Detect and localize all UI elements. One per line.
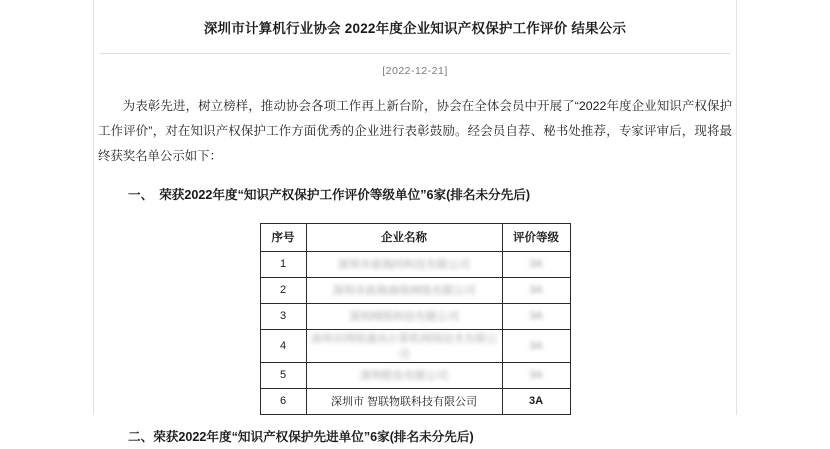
results-table-wrapper	[94, 223, 736, 415]
column-header-company: 企业名称	[306, 223, 502, 251]
cell-company	[306, 251, 502, 277]
table-row	[260, 362, 570, 388]
column-header-grade: 评价等级	[502, 223, 570, 251]
cell-no: 5	[260, 362, 306, 388]
cell-grade	[502, 329, 570, 362]
cell-no: 6	[260, 388, 306, 414]
cell-company	[306, 362, 502, 388]
section-heading-one	[94, 183, 736, 207]
grade-blurred: 3A	[529, 258, 543, 271]
results-table	[260, 223, 571, 415]
table-row	[260, 303, 570, 329]
cell-company	[306, 329, 502, 362]
cell-no: 3	[260, 303, 306, 329]
cell-no: 1	[260, 251, 306, 277]
table-row	[260, 329, 570, 362]
company-name-blurred: 深圳网络科技有限公司	[349, 311, 459, 324]
title-divider	[100, 53, 730, 54]
column-header-no: 序号	[260, 223, 306, 251]
table-header-row	[260, 223, 570, 251]
cell-no: 4	[260, 329, 306, 362]
cell-company: 深圳市 智联物联科技有限公司	[306, 388, 502, 414]
section-two-text: 荣获2022年度“知识产权保护先进单位”6家(排名未分先后)	[153, 429, 474, 444]
section-two-number: 二、	[128, 429, 154, 444]
document-content	[94, 0, 736, 444]
cell-grade	[502, 303, 570, 329]
page-title: 深圳市计算机行业协会 2022年度企业知识产权保护工作评价 结果公示	[203, 21, 627, 36]
table-row	[260, 388, 570, 414]
publish-date: [2022-12-21]	[382, 64, 448, 77]
cell-grade: 3A	[502, 388, 570, 414]
section-one-text: 荣获2022年度“知识产权保护工作评价等级单位”6家(排名未分先后)	[159, 187, 531, 202]
intro-paragraph: 为表彰先进，树立榜样，推动协会各项工作再上新台阶，协会在全体会员中开展了“2022年度企业知识产权保护工作评价”，对在知识产权保护工作方面优秀的企业进行表彰鼓励。经会员自荐、秘书处推荐，专家评审后，现将最终获奖名单公示如下：	[98, 98, 732, 163]
cell-company	[306, 277, 502, 303]
grade-blurred: 3A	[529, 369, 543, 382]
cell-grade	[502, 362, 570, 388]
company-name-blurred: 深圳市前海商络网络有限公司	[332, 285, 476, 298]
table-row	[260, 277, 570, 303]
table-row	[260, 251, 570, 277]
cell-company	[306, 303, 502, 329]
company-name-blurred: 深圳市前海同科技有限公司	[338, 259, 470, 272]
company-name-blurred: 深圳股份有限公司	[360, 370, 448, 383]
cell-grade	[502, 251, 570, 277]
company-name-blurred: 深圳市网络通讯计算机网络技术有限公司	[310, 332, 498, 361]
right-margin-rule	[736, 0, 737, 415]
section-one-number: 一、	[128, 187, 154, 202]
cell-grade	[502, 277, 570, 303]
cell-no: 2	[260, 277, 306, 303]
grade-blurred: 3A	[529, 310, 543, 323]
grade-blurred: 3A	[529, 284, 543, 297]
section-heading-two	[94, 425, 736, 449]
grade-blurred: 3A	[529, 339, 543, 352]
